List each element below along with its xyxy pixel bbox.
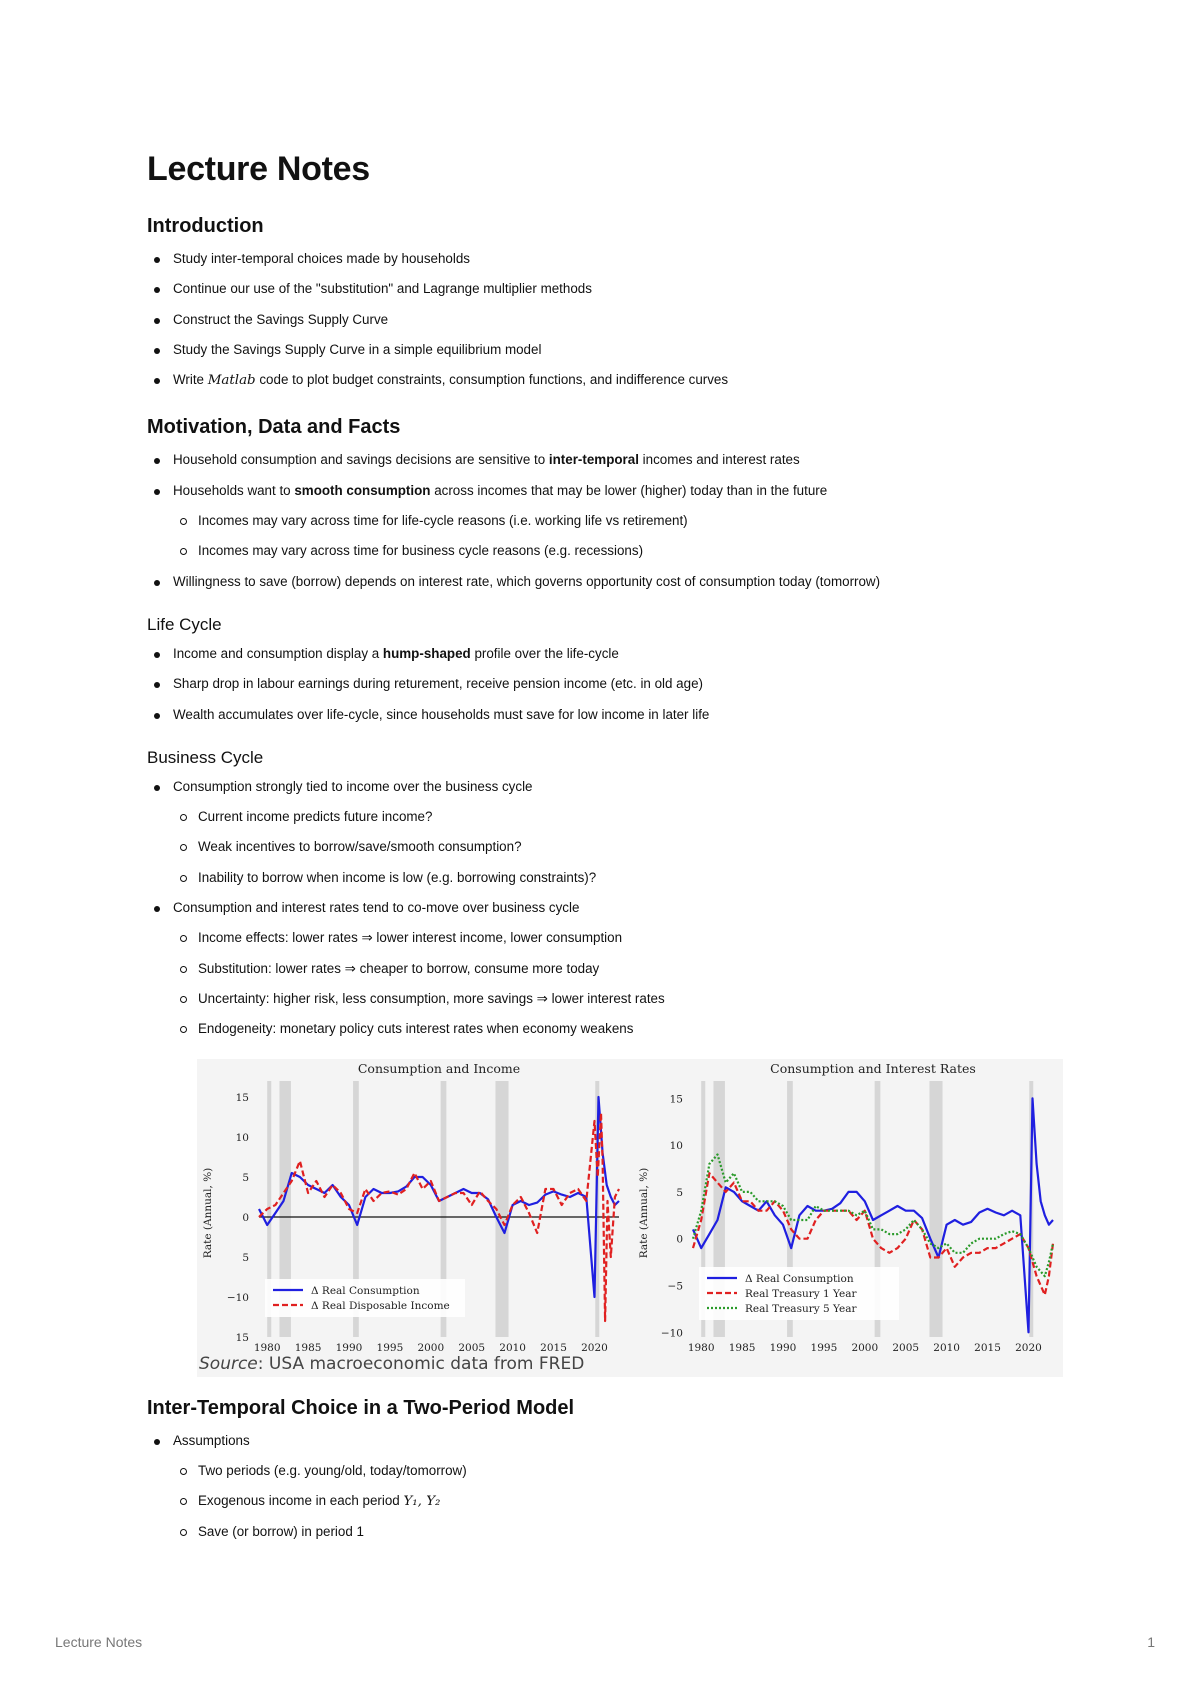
sub-list — [173, 923, 1067, 1044]
list-item — [173, 476, 1067, 567]
recession-band — [929, 1081, 942, 1337]
list-item — [173, 639, 1067, 669]
x-tick-label: 1990 — [335, 1341, 363, 1354]
y-tick-label: 15 — [235, 1091, 249, 1104]
y-tick-label: 15 — [669, 1092, 683, 1105]
sub-list-item: Uncertainty: higher risk, less consumption, more savings ⇒ lower interest rates — [198, 984, 1067, 1014]
sub-list-item: Weak incentives to borrow/save/smooth consumption? — [198, 832, 1067, 862]
section-heading-two-period: Inter-Temporal Choice in a Two-Period Model — [147, 1396, 575, 1419]
sub-list-item: Income effects: lower rates ⇒ lower interest income, lower consumption — [198, 923, 1067, 953]
x-tick-label: 2010 — [933, 1341, 961, 1354]
introduction-list — [147, 244, 1067, 396]
sub-list-item: Endogeneity: monetary policy cuts interest rates when economy weakens — [198, 1014, 1067, 1044]
caption-source: Source — [199, 1353, 258, 1374]
sub-list — [173, 506, 1067, 567]
x-tick-label: 2015 — [974, 1341, 1001, 1354]
y-tick-label: 0 — [242, 1211, 249, 1224]
text-run: across incomes that may be lower (higher) today than in the future — [430, 482, 828, 498]
list-item: Study the Savings Supply Curve in a simple equilibrium model — [173, 335, 1067, 365]
chart-legend — [265, 1279, 465, 1317]
sub-list-item: Incomes may vary across time for life-cycle reasons (i.e. working life vs retirement) — [198, 506, 1067, 536]
list-item — [173, 1426, 1067, 1548]
section-heading-introduction: Introduction — [147, 215, 264, 237]
x-tick-label: 2005 — [458, 1341, 486, 1354]
y-tick-label: −5 — [667, 1280, 683, 1293]
sub-list-item: Two periods (e.g. young/old, today/tomorrow) — [198, 1456, 1067, 1486]
legend-label: Δ Real Consumption — [745, 1272, 854, 1285]
sub-list-item: Save (or borrow) in period 1 — [198, 1517, 1067, 1547]
text-run: code to plot budget constraints, consumption functions, and indifference curves — [255, 372, 729, 388]
page-title: Lecture Notes — [147, 150, 370, 188]
x-tick-label: 1995 — [376, 1341, 404, 1354]
x-tick-label: 1980 — [253, 1341, 281, 1354]
legend-label: Real Treasury 5 Year — [745, 1302, 857, 1315]
list-item: Sharp drop in labour earnings during returement, receive pension income (etc. in old age) — [173, 669, 1067, 699]
chart-panel-2 — [638, 1061, 1053, 1354]
y-tick-label: 10 — [669, 1139, 683, 1152]
y-tick-label: −10 — [226, 1291, 249, 1304]
y-tick-label: 5 — [242, 1171, 249, 1184]
list-item — [173, 365, 1067, 396]
caption-text: : USA macroeconomic data from FRED — [257, 1353, 585, 1374]
y-axis-label: Rate (Annual, %) — [202, 1167, 214, 1258]
y-axis-label: Rate (Annual, %) — [638, 1167, 650, 1258]
text-run: Households want to — [173, 482, 295, 498]
chart-panel-1 — [202, 1061, 619, 1354]
x-tick-label: 2000 — [851, 1341, 879, 1354]
sub-list-item: Current income predicts future income? — [198, 802, 1067, 832]
x-tick-label: 1985 — [294, 1341, 322, 1354]
legend-label: Δ Real Disposable Income — [311, 1299, 450, 1312]
x-tick-label: 2000 — [417, 1341, 445, 1354]
x-tick-label: 2015 — [540, 1341, 567, 1354]
sub-list-item — [198, 1486, 1067, 1517]
page-content — [147, 140, 1067, 1548]
bold-text: inter-temporal — [548, 452, 639, 468]
x-tick-label: 1995 — [810, 1341, 838, 1354]
figure-caption — [199, 1354, 584, 1374]
text-run: Income and consumption display a — [173, 645, 383, 661]
subsection-heading-business-cycle: Business Cycle — [147, 747, 264, 767]
list-item: Construct the Savings Supply Curve — [173, 305, 1067, 335]
y-tick-label: 15 — [235, 1331, 249, 1344]
list-item — [173, 893, 1067, 1044]
sub-list-item: Substitution: lower rates ⇒ cheaper to borrow, consume more today — [198, 954, 1067, 984]
life-cycle-list — [147, 639, 1067, 730]
text-run: profile over the life-cycle — [470, 645, 619, 661]
list-item: Continue our use of the "substitution" and Lagrange multiplier methods — [173, 274, 1067, 304]
list-item: Study inter-temporal choices made by households — [173, 244, 1067, 274]
sub-list-item: Inability to borrow when income is low (e.g. borrowing constraints)? — [198, 863, 1067, 893]
x-tick-label: 2010 — [499, 1341, 527, 1354]
charts-figure — [197, 1059, 1063, 1377]
sub-list — [173, 1456, 1067, 1548]
list-item: Willingness to save (borrow) depends on interest rate, which governs opportunity cost of consumption today (tomorrow) — [173, 567, 1067, 597]
income-math: Y₁, Y₂ — [403, 1494, 441, 1510]
section-heading-motivation: Motivation, Data and Facts — [147, 416, 401, 439]
bold-text: smooth consumption — [294, 482, 431, 498]
list-item: Wealth accumulates over life-cycle, since households must save for low income in later life — [173, 700, 1067, 730]
x-tick-label: 1990 — [769, 1341, 797, 1354]
page-number: 1 — [1147, 1634, 1155, 1650]
bold-text: hump-shaped — [382, 645, 471, 661]
y-tick-label: 5 — [242, 1251, 249, 1264]
y-tick-label: 5 — [676, 1186, 683, 1199]
motivation-list — [147, 445, 1067, 596]
text-run: Write — [173, 372, 208, 388]
x-tick-label: 2005 — [892, 1341, 920, 1354]
y-tick-label: 10 — [235, 1131, 249, 1144]
legend-label: Δ Real Consumption — [311, 1284, 420, 1297]
chart-legend — [699, 1267, 899, 1320]
text-run: Consumption and interest rates tend to co-move over business cycle — [173, 900, 580, 916]
matlab-math: Matlab — [207, 373, 256, 389]
x-tick-label: 1985 — [728, 1341, 756, 1354]
business-cycle-list — [147, 772, 1067, 1045]
text-run: Household consumption and savings decisions are sensitive to — [173, 452, 549, 468]
chart-title: Consumption and Income — [357, 1060, 521, 1076]
x-tick-label: 2020 — [581, 1341, 608, 1354]
series-line-1 — [259, 1097, 619, 1297]
sub-list — [173, 802, 1067, 893]
two-period-list — [147, 1426, 1067, 1548]
x-tick-label: 2020 — [1015, 1341, 1042, 1354]
charts-svg — [197, 1059, 1063, 1377]
y-tick-label: 0 — [676, 1233, 683, 1246]
chart-title: Consumption and Interest Rates — [770, 1060, 976, 1076]
text-run: Consumption strongly tied to income over the business cycle — [173, 778, 533, 794]
text-run: incomes and interest rates — [638, 452, 800, 468]
list-item — [173, 445, 1067, 475]
y-tick-label: −10 — [660, 1326, 683, 1339]
text-run: Exogenous income in each period — [198, 1493, 404, 1509]
text-run: Assumptions — [173, 1432, 250, 1448]
subsection-heading-life-cycle: Life Cycle — [147, 614, 222, 634]
list-item — [173, 772, 1067, 893]
x-tick-label: 1980 — [687, 1341, 715, 1354]
series-line-3 — [693, 1154, 1053, 1276]
legend-label: Real Treasury 1 Year — [745, 1287, 857, 1300]
footer-label: Lecture Notes — [55, 1634, 143, 1650]
sub-list-item: Incomes may vary across time for business cycle reasons (e.g. recessions) — [198, 536, 1067, 566]
page-footer — [55, 1634, 1155, 1650]
